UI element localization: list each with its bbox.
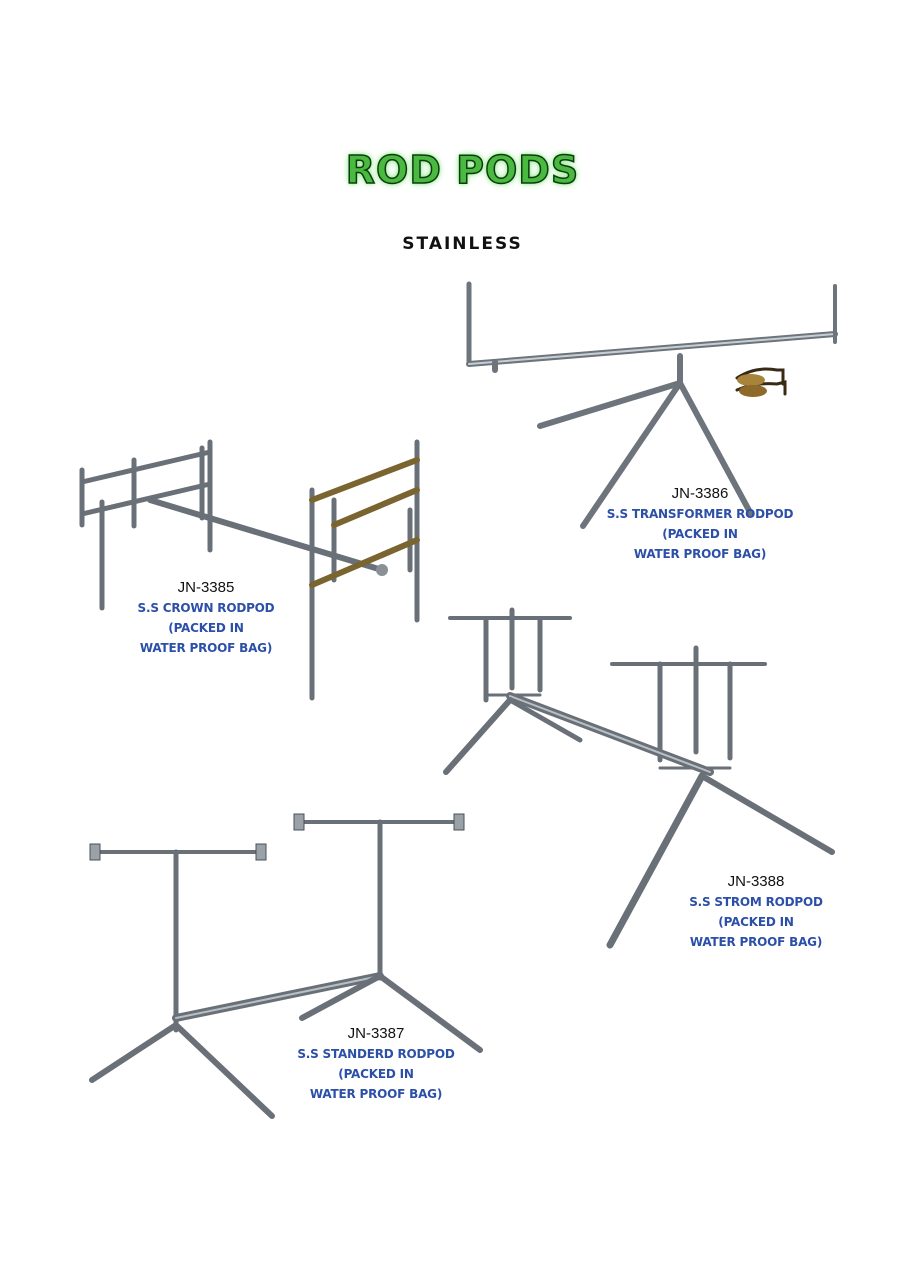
- page-title: ROD PODS: [345, 148, 580, 192]
- product-code: JN-3386: [671, 485, 729, 502]
- product-caption-jn-3387: [276, 1024, 476, 1104]
- product-code: JN-3388: [727, 873, 785, 890]
- section-title: STAINLESS: [402, 234, 523, 254]
- product-bag: WATER PROOF BAG): [309, 1087, 443, 1101]
- product-bag: WATER PROOF BAG): [633, 547, 767, 561]
- product-bag: WATER PROOF BAG): [689, 935, 823, 949]
- product-name: S.S STROM RODPOD: [689, 895, 823, 909]
- product-name: S.S STANDERD RODPOD: [297, 1047, 455, 1061]
- product-caption-jn-3388: [656, 872, 856, 952]
- product-bag: WATER PROOF BAG): [139, 641, 273, 655]
- product-name: S.S TRANSFORMER RODPOD: [606, 507, 794, 521]
- product-caption-jn-3385: [106, 578, 306, 658]
- product-packing: (PACKED IN: [168, 621, 244, 635]
- brass-hooks-icon: [737, 369, 785, 397]
- product-packing: (PACKED IN: [718, 915, 794, 929]
- product-code: JN-3385: [177, 579, 235, 596]
- product-code: JN-3387: [347, 1025, 405, 1042]
- product-packing: (PACKED IN: [338, 1067, 414, 1081]
- crown-rodpod-image: [72, 430, 442, 700]
- product-name: S.S CROWN RODPOD: [137, 601, 275, 615]
- product-packing: (PACKED IN: [662, 527, 738, 541]
- product-caption-jn-3386: [600, 484, 800, 564]
